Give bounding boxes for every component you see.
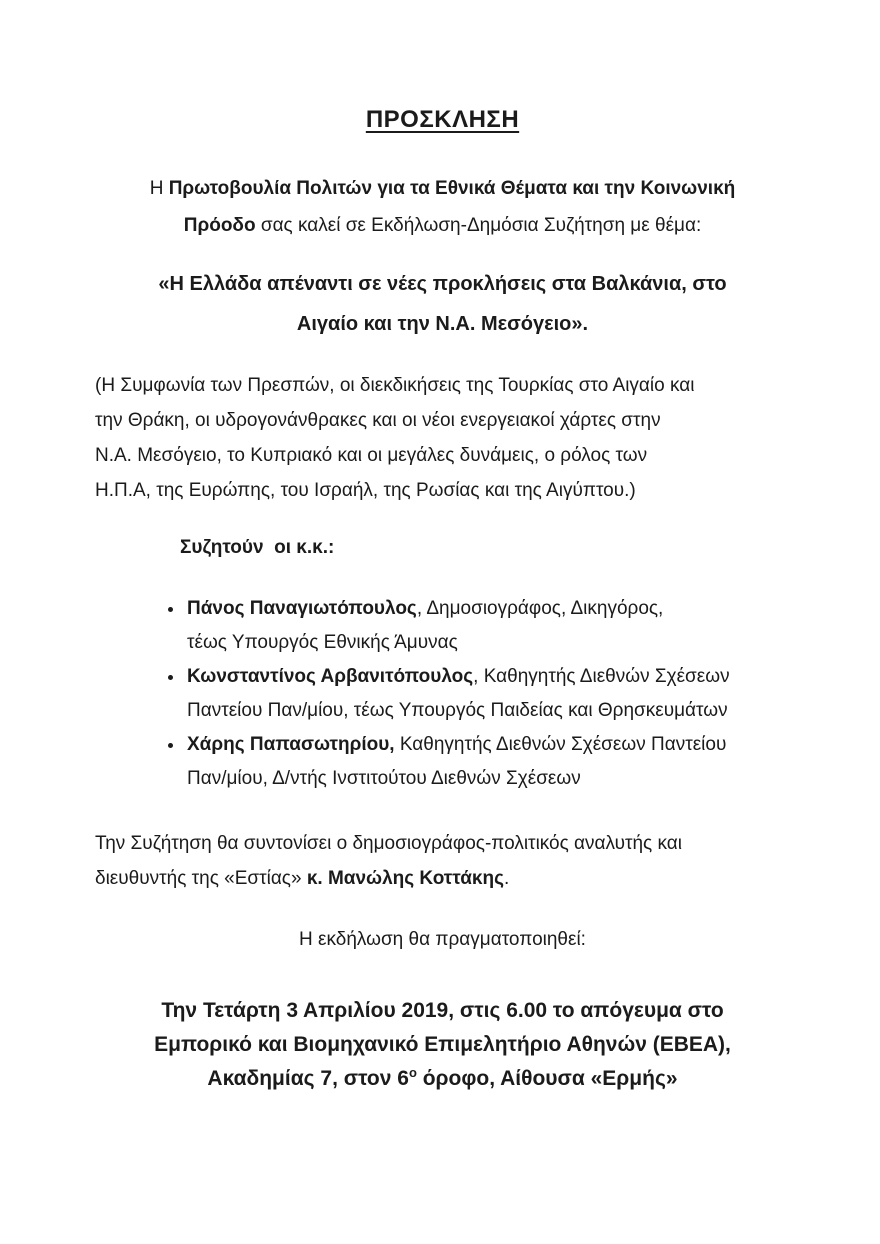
event-address-post: όροφο, Αίθουσα «Ερμής»: [416, 1067, 678, 1090]
speaker-details-line2: Παντείου Παν/μίου, τέως Υπουργός Παιδείας και Θρησκευμάτων: [187, 700, 728, 721]
moderator-line2-normal: διευθυντής της «Εστίας»: [95, 868, 307, 889]
speaker-name: Κωνσταντίνος Αρβανιτόπουλος: [187, 666, 474, 687]
intro-line2-bold: Πρόοδο: [183, 215, 256, 236]
speaker-item-papasotiriou: [185, 728, 790, 796]
speaker-separator: ,: [473, 666, 484, 687]
speaker-name: Χάρης Παπασωτηρίου,: [187, 734, 395, 755]
speaker-details-line2: τέως Υπουργός Εθνικής Άμυνας: [187, 632, 458, 653]
speaker-item-arvanitopoulos: [185, 660, 790, 728]
document-title: ΠΡΟΣΚΛΗΣΗ: [365, 106, 520, 133]
event-address-pre: Ακαδημίας 7, στον 6: [207, 1067, 409, 1090]
speaker-item-panagiotopoulos: [185, 592, 790, 660]
speaker-separator: ,: [416, 598, 427, 619]
speaker-name: Πάνος Παναγιωτόπουλος: [187, 598, 417, 619]
event-theme-heading: [95, 264, 790, 344]
description-line1: (Η Συμφωνία των Πρεσπών, οι διεκδικήσεις της Τουρκίας στο Αιγαίο και: [95, 375, 695, 396]
moderator-line1: Την Συζήτηση θα συντονίσει ο δημοσιογράφος-πολιτικός αναλυτής και: [95, 833, 682, 854]
floor-ordinal-superscript: ο: [408, 1065, 417, 1080]
intro-line2-normal: σας καλεί σε Εκδήλωση-Δημόσια Συζήτηση με θέμα:: [255, 215, 702, 236]
moderator-paragraph: [95, 826, 790, 896]
description-line2: την Θράκη, οι υδρογονάνθρακες και οι νέοι ενεργειακοί χάρτες στην: [95, 410, 661, 431]
speakers-list: [95, 592, 790, 796]
event-announcement-line: Η εκδήλωση θα πραγματοποιηθεί:: [299, 929, 586, 950]
theme-line1: «Η Ελλάδα απέναντι σε νέες προκλήσεις στα Βαλκάνια, στο: [158, 273, 727, 295]
theme-line2: Αιγαίο και την Ν.Α. Μεσόγειο».: [296, 313, 589, 335]
event-venue-line: Εμπορικό και Βιομηχανικό Επιμελητήριο Αθηνών (ΕΒΕΑ),: [154, 1033, 731, 1056]
speaker-details-line2: Παν/μίου, Δ/ντής Ινστιτούτου Διεθνών Σχέσεων: [187, 768, 581, 789]
event-details: [95, 994, 790, 1096]
intro-line1-bold: Πρωτοβουλία Πολιτών για τα Εθνικά Θέματα και την Κοινωνική: [168, 178, 736, 199]
description-line3: Ν.Α. Μεσόγειο, το Κυπριακό και οι μεγάλες δυνάμεις, ο ρόλος των: [95, 445, 648, 466]
speakers-heading: Συζητούν οι κ.κ.:: [180, 537, 335, 558]
intro-line1-normal: Η: [149, 178, 169, 199]
speaker-details-line1: Καθηγητής Διεθνών Σχέσεων: [483, 666, 730, 687]
topics-description: [95, 368, 790, 508]
description-line4: Η.Π.Α, της Ευρώπης, του Ισραήλ, της Ρωσίας και της Αιγύπτου.): [95, 480, 636, 501]
intro-paragraph: [95, 170, 790, 244]
moderator-name: κ. Μανώλης Κοττάκης: [306, 868, 504, 889]
speaker-details-line1: Καθηγητής Διεθνών Σχέσεων Παντείου: [399, 734, 727, 755]
moderator-line2-end: .: [503, 868, 510, 889]
speaker-details-line1: Δημοσιογράφος, Δικηγόρος,: [426, 598, 664, 619]
event-date-line: Την Τετάρτη 3 Απριλίου 2019, στις 6.00 το απόγευμα στο: [161, 999, 724, 1022]
